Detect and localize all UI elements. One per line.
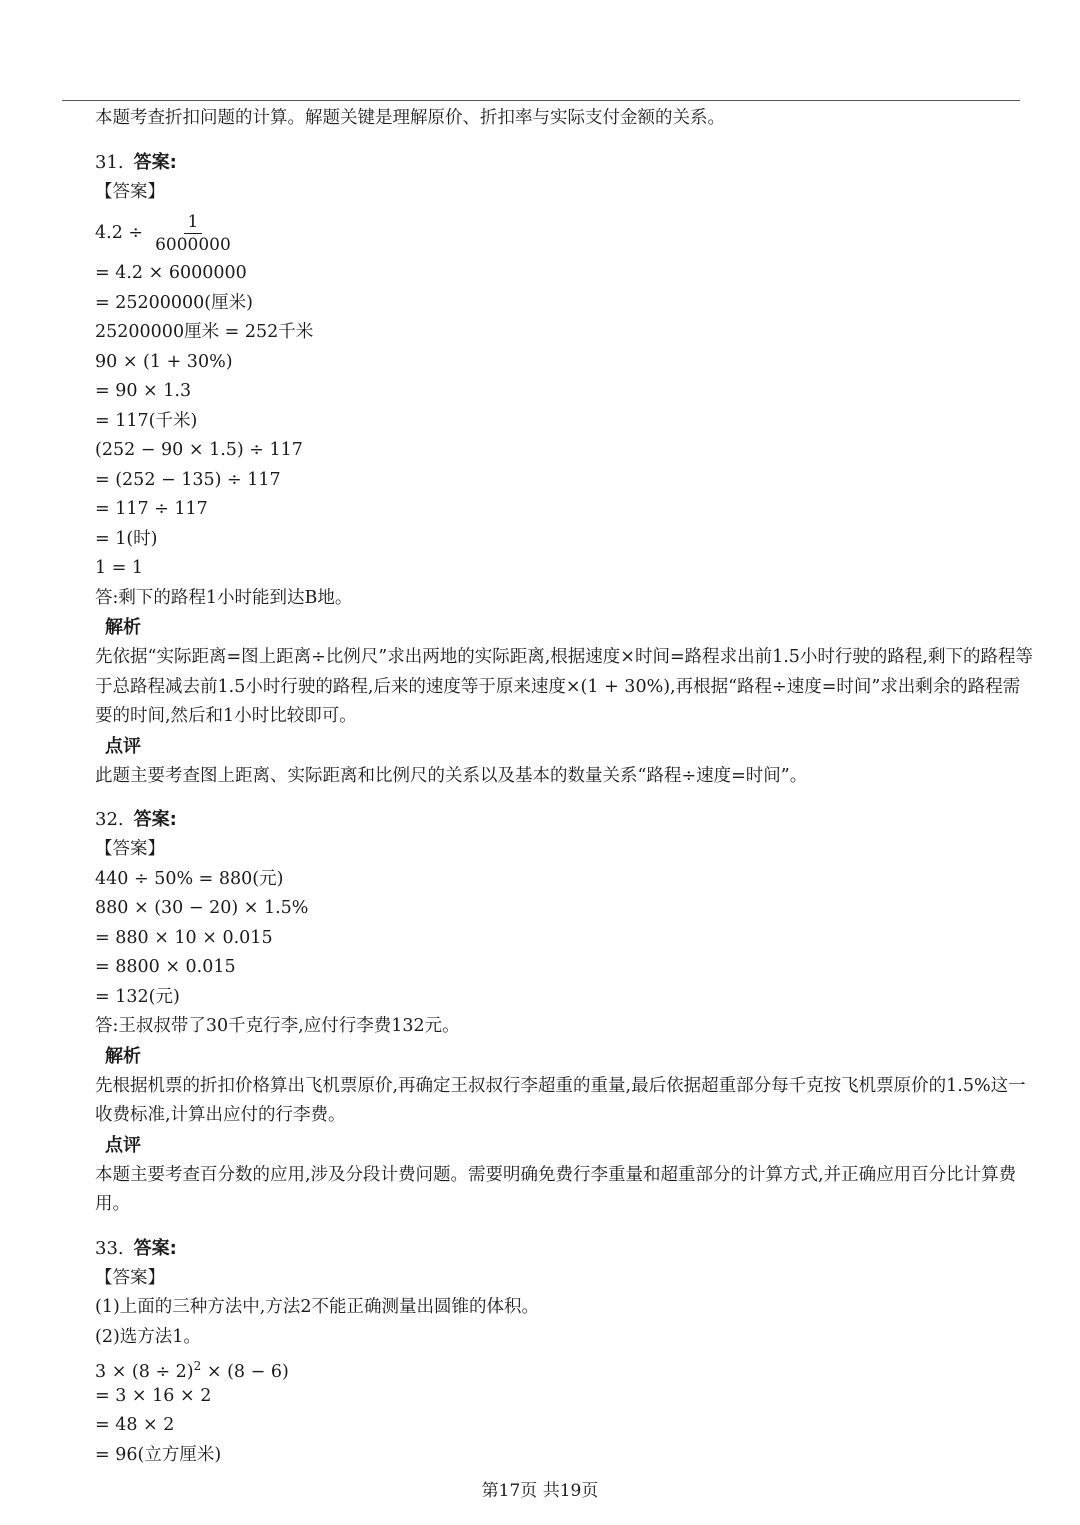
q31-fraction-prefix: 4.2 ÷ [95, 223, 144, 243]
page-content [95, 104, 1040, 1470]
q31-line: = 4.2 × 6000000 [95, 263, 247, 283]
q32-answer-label: 答案: [133, 809, 177, 830]
q31-answer-tag: 【答案】 [95, 181, 165, 202]
q31-heading [95, 148, 1040, 178]
q33-number: 33. [95, 1237, 124, 1259]
q33-line: = 3 × 16 × 2 [95, 1385, 212, 1406]
q31-line: = (252 − 135) ÷ 117 [95, 469, 281, 490]
q32-analysis-text: 先根据机票的折扣价格算出飞机票原价,再确定王叔叔行李超重的重量,最后依据超重部分每千克按飞机票原价的1.5%这一收费标准,计算出应付的行李费。 [95, 1075, 1026, 1125]
q33-line: = 48 × 2 [95, 1415, 175, 1435]
q33-expression [95, 1352, 1040, 1382]
q31-comment-label: 点评 [105, 735, 141, 757]
page-footer: 第17页 共19页 [481, 1481, 599, 1501]
q33-answer-label: 答案: [133, 1237, 177, 1259]
q32-comment-label: 点评 [105, 1134, 141, 1156]
q32-number: 32. [95, 809, 124, 830]
q33-part1: (1)上面的三种方法中,方法2不能正确测量出圆锥的体积。 [95, 1297, 539, 1317]
q33-expression-exponent: 2 [193, 1359, 202, 1373]
q31-line: (252 − 90 × 1.5) ÷ 117 [95, 440, 303, 460]
q32-line: 880 × (30 − 20) × 1.5% [95, 898, 309, 918]
q32-comment-text: 本题主要考查百分数的应用,涉及分段计费问题。需要明确免费行李重量和超重部分的计算方式,并正确应用百分比计算费用。 [95, 1164, 1017, 1214]
q31-line: 1 = 1 [95, 558, 144, 578]
q33-line: = 96(立方厘米) [95, 1444, 222, 1465]
q32-conclusion: 答:王叔叔带了30千克行李,应付行李费132元。 [95, 1016, 460, 1036]
q33-part2: (2)选方法1。 [95, 1326, 201, 1347]
q32-heading [95, 805, 1040, 835]
q32-analysis-label: 解析 [105, 1045, 141, 1067]
q31-line: = 117(千米) [95, 410, 198, 431]
header-rule [62, 100, 1020, 101]
q31-analysis-text: 先依据“实际距离=图上距离÷比例尺”求出两地的实际距离,根据速度×时间=路程求出前1.5小时行驶的路程,剩下的路程等于总路程减去前1.5小时行驶的路程,后来的速度等于原来速度×(1 + 30%),再根据“路程÷速度=时间”求出剩余的路程需要的时间,然后和1小时比较即可。 [95, 647, 1033, 726]
q31-analysis-label: 解析 [105, 617, 141, 638]
q33-expression-rest: × (8 − 6) [201, 1361, 289, 1382]
q31-comment-text: 此题主要考查图上距离、实际距离和比例尺的关系以及基本的数量关系“路程÷速度=时间”。 [95, 765, 808, 786]
q31-fraction-numerator: 1 [184, 211, 203, 234]
q31-line: = 25200000(厘米) [95, 292, 253, 313]
q31-conclusion: 答:剩下的路程1小时能到达B地。 [95, 587, 353, 608]
q31-fraction-denominator: 6000000 [155, 234, 231, 255]
intro-text: 本题考查折扣问题的计算。解题关键是理解原价、折扣率与实际支付金额的关系。 [95, 108, 725, 128]
q31-fraction-line [95, 207, 1040, 259]
q33-answer-tag: 【答案】 [95, 1267, 165, 1288]
q31-line: = 117 ÷ 117 [95, 499, 208, 519]
q31-line: = 1(时) [95, 528, 158, 549]
q31-answer-label: 答案: [133, 151, 177, 173]
q32-line: 440 ÷ 50% = 880(元) [95, 868, 284, 889]
q31-line: = 90 × 1.3 [95, 381, 192, 401]
q33-expression-base: 3 × (8 ÷ 2) [95, 1361, 194, 1382]
q33-heading [95, 1234, 1040, 1264]
q31-fraction [151, 211, 235, 256]
q32-line: = 880 × 10 × 0.015 [95, 927, 273, 948]
q31-line: 90 × (1 + 30%) [95, 351, 233, 372]
q32-line: = 132(元) [95, 986, 180, 1007]
q31-line: 25200000厘米 = 252千米 [95, 322, 314, 342]
q32-answer-tag: 【答案】 [95, 839, 165, 859]
q31-number: 31. [95, 151, 124, 173]
q32-line: = 8800 × 0.015 [95, 957, 236, 977]
